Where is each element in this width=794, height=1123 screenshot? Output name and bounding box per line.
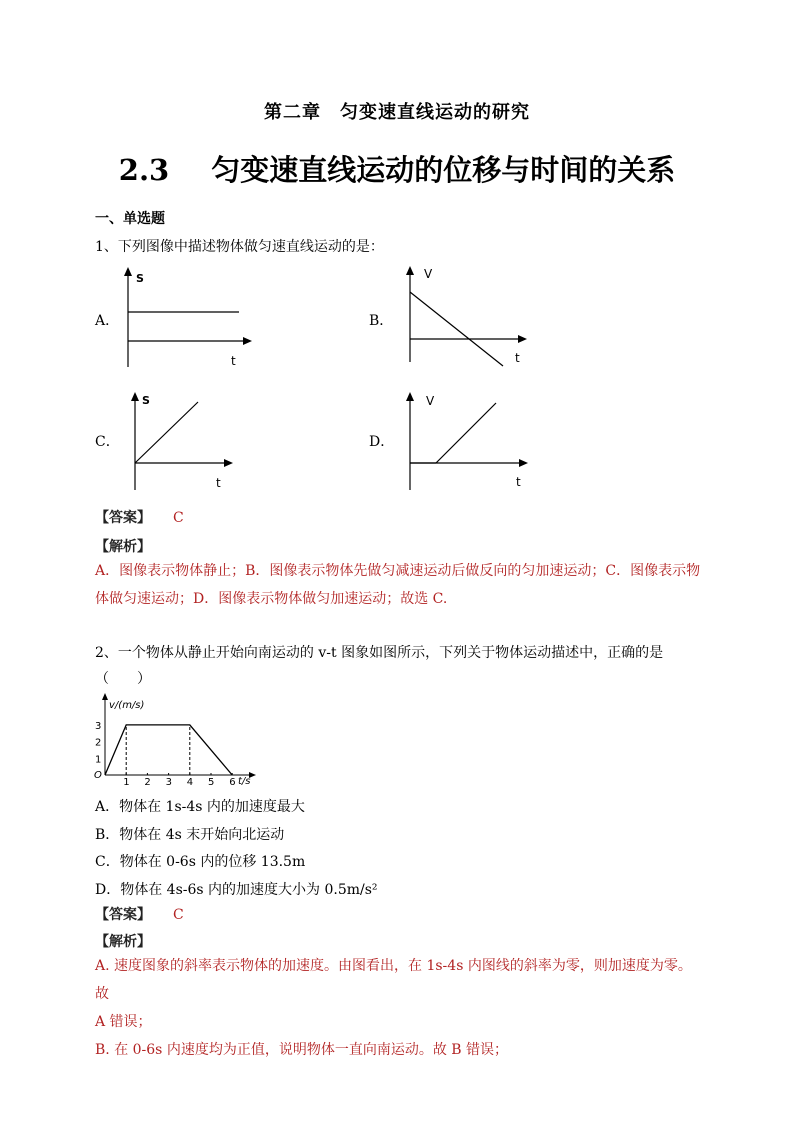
answer-value: C [173,907,184,923]
section-title: 匀变速直线运动的位移与时间的关系 [211,153,676,187]
q2-option-d: D．物体在 4s-6s 内的加速度大小为 0.5m/s² [95,881,378,898]
axis-s-label: S [142,394,150,407]
q1-option-c-label: C． [95,434,120,450]
q1-graph-c [124,390,254,492]
q2-stem [95,640,705,692]
q1-stem: 1、下列图像中描述物体做匀速直线运动的是： [95,239,384,255]
chart-ylabel: v/(m/s) [109,700,145,711]
q2-vt-chart [92,692,262,792]
axis-t-label: t [515,351,520,365]
q2-analysis-text [95,952,705,1064]
q2-options [95,794,378,904]
answer-value: C [173,510,184,526]
q2-option-b: B．物体在 4s 末开始向北运动 [95,826,285,843]
q1-analysis-label: 【解析】 [95,539,151,555]
analysis-line: A. 速度图象的斜率表示物体的加速度。由图看出，在 1s-4s 内图线的斜率为零，则加速度为零。故 [95,958,692,1002]
q1-graph-d [400,388,540,493]
analysis-line: A．图像表示物体静止；B．图像表示物体先做匀减速运动后做反向的匀加速运动；C．图像表示物 [95,563,701,579]
y-tick-label: 3 [95,720,102,732]
q1-answer [95,507,184,527]
q2-option-a: A．物体在 1s-4s 内的加速度最大 [95,799,305,815]
x-tick-label: 3 [165,777,172,788]
q1-graph-b [400,262,540,374]
q1-option-b-label: B． [369,313,394,329]
analysis-line: B. 在 0-6s 内速度均为正值，说明物体一直向南运动。故 B 错误； [95,1042,509,1058]
x-tick-label: 6 [229,777,236,788]
q1-graph-a [115,265,265,375]
series-velocity-line [105,725,232,775]
axis-s-label: S [136,272,144,285]
y-tick-label: 1 [95,754,102,766]
q2-option-c: C．物体在 0-6s 内的位移 13.5m [95,854,306,870]
section-number: 2.3 [118,153,170,187]
analysis-line: 体做匀速运动；D．图像表示物体做匀加速运动；故选 C. [95,591,448,607]
analysis-line: A 错误； [95,1014,152,1030]
axis-v-label: V [424,267,433,281]
q1-analysis-text [95,557,705,613]
x-tick-label: 4 [186,777,194,788]
q2-analysis-label: 【解析】 [95,934,151,950]
axis-t-label: t [516,475,521,489]
chapter-title: 第二章 匀变速直线运动的研究 [264,102,530,123]
answer-label: 【答案】 [95,510,151,526]
axis-t-label: t [231,354,236,368]
chart-origin: O [94,770,102,781]
x-tick-label: 1 [123,777,130,788]
axis-v-label: V [426,394,435,408]
q1-option-a-label: A． [95,313,120,329]
q2-stem-paren: （ ） [95,671,151,687]
section-heading: 一、单选题 [95,211,165,227]
y-tick-label: 2 [95,737,102,749]
answer-label: 【答案】 [95,907,151,923]
x-tick-label: 5 [208,777,215,788]
axis-t-label: t [216,476,221,490]
chart-xlabel: t/s [238,776,251,787]
page-title [0,148,794,189]
q1-option-d-label: D． [369,434,395,450]
q2-stem-line: 2、一个物体从静止开始向南运动的 v-t 图象如图所示，下列关于物体运动描述中，正确的是 [95,645,664,661]
x-tick-label: 2 [144,777,151,788]
q2-answer [95,904,184,924]
